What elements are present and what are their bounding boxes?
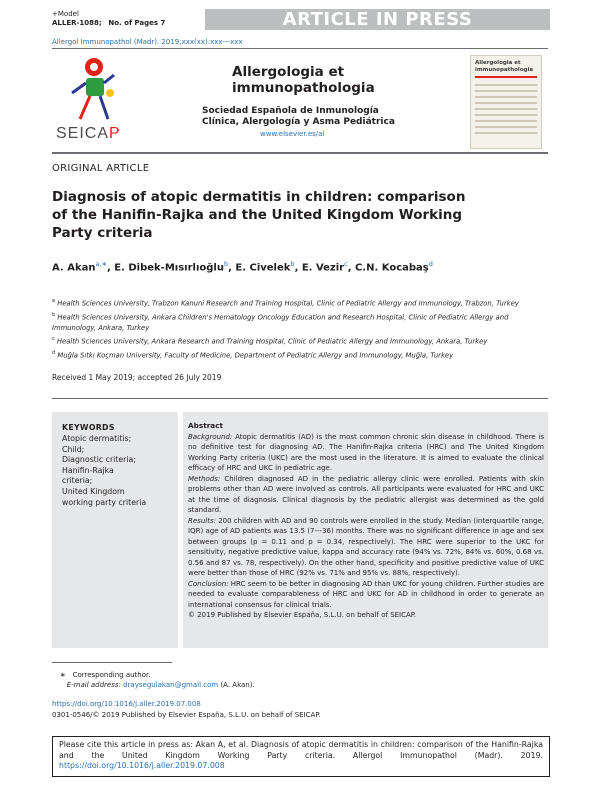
cite-doi-link[interactable]: https://doi.org/10.1016/j.aller.2019.07.008 [59,761,225,770]
article-code: ALLER-1088; [52,19,102,27]
email-link[interactable]: draysegulakan@gmail.com [123,681,219,689]
keyword: Diagnostic criteria; [62,455,136,465]
abstract-heading: Abstract [188,421,224,430]
dates-rule [52,398,548,399]
keyword: United Kingdom [62,486,125,496]
article-type: ORIGINAL ARTICLE [52,163,150,174]
header-meta [52,10,165,28]
seicap-figure-icon [52,55,127,125]
affiliation: $^b$ Health Sciences University, Ankara Children's Hematology Oncology Education and Research Hospital, Clinic of Pediatric Allergy and Immunology, Ankara, Turkey [52,311,509,332]
keyword: Child; [62,444,85,454]
journal-cover-thumbnail [470,55,542,149]
author: A. Akan [52,262,96,274]
keyword: Atopic dermatitis; [62,434,132,443]
page-count: No. of Pages 7 [108,19,166,27]
model-code: +Model [52,10,79,18]
affiliation: $^c$ Health Sciences University, Ankara Research and Training Hospital, Clinic of Pediatric Allergy and Immunology, Ankara, Turkey [52,336,488,346]
affiliations [52,296,547,362]
keyword: Hanifin-Rajka [62,465,114,475]
doi-link[interactable]: https://doi.org/10.1016/j.aller.2019.07.008 [52,700,201,708]
masthead-rule [52,152,548,154]
keywords-heading: KEYWORDS [62,423,115,432]
author-list: A. Akan$^{a,∗}$, E. Dibek-Mısırlıoğlu$^b$, E. Civelek$^b$, E. Vezir$^c$, C.N. Kocabaş$^d$ [52,260,433,274]
issn-copyright: 0301-0546/© 2019 Published by Elsevier España, S.L.U. on behalf of SEICAP. [52,711,321,719]
journal-society: Sociedad Española de Inmunología Clínica, Alergología y Asma Pediátrica [202,106,395,127]
journal-title: Allergologia et immunopathologia [232,64,375,96]
keyword: criteria; [62,476,93,486]
cite-text: Please cite this article in press as: Akan A, et al. Diagnosis of atopic dermatitis in children: comparison of the Hanifin-Rajka and the United Kingdom Working Party criteria. Allergol Immunopathol (Madr). 2019. https://doi.org/10.1016/j.aller.2019.07.008 [59,740,543,770]
journal-citation-link[interactable]: Allergol Immunopathol (Madr). 2019;xxx(xx):xxx---xxx [52,38,243,46]
author: E. Dibek-Mısırlıoğlu [114,262,224,274]
header-rule [52,48,548,49]
cover-title: Allergologia et immunopathologia [475,60,534,73]
author: C.N. Kocabaş [354,262,429,274]
keywords-list [62,434,172,508]
affiliation: $^a$ Health Sciences University, Trabzon Kanuni Research and Training Hospital, Clinic of Pediatric Allergy and Immunology, Trabzon, Turkey [52,298,519,308]
corresponding-author: ∗ Corresponding author. E-mail address: draysegulakan@gmail.com (A. Akan). [60,671,255,689]
abstract-conclusion: Conclusion: HRC seem to be better in diagnosing AD than UKC for young children. Further studies are needed to evaluate comparableness of HRC and UKC for AD in childhood in order to generate an international consensus for clinical trials. [188,579,545,609]
article-in-press-banner: ARTICLE IN PRESS [205,9,550,30]
abstract-background: Background: Atopic dermatitis (AD) is the most common chronic skin disease in childhood. There is no definitive test for diagnosing AD. The Hanifin-Rajka criteria (HRC) and The United Kingdom Working Party criteria (UKC) are the most used in the literature. It is aimed to evaluate the clinical efficacy of HRC and UKC in pediatric age. [188,432,544,472]
abstract-results: Results: 200 children with AD and 90 controls were enrolled in the study. Median (interquartile range, IQR) age of AD patients was 13.5 (7---36) months. There was no significant difference in age and sex between groups (p = 0.11 and p = 0.34, respectively). The HRC were superior to the UKC for sensitivity, negative predictive value, kappa and accuracy rate (94% vs. 72%, 84% vs. 60%, 0.68 vs. 0.56 and 87 vs. 78, respectively). On the other hand, specificity and positive predictive value of UKC were better than those of HRC (92% vs. 71% and 95% vs. 88%, respectively). [188,516,544,577]
received-accepted-dates: Received 1 May 2019; accepted 26 July 2019 [52,373,222,382]
article-title: Diagnosis of atopic dermatitis in children: comparison of the Hanifin-Rajka and the United Kingdom Working Party criteria [52,189,466,241]
journal-url-link[interactable]: www.elsevier.es/ai [260,130,325,138]
footnote-rule [52,662,172,663]
seicap-wordmark: SEICAP [56,125,121,142]
author: E. Vezir [301,262,345,274]
keyword: working party criteria [62,497,147,507]
abstract-methods: Methods: Children diagnosed AD in the pediatric allergy clinic were enrolled. Patients with skin problems other than AD were involved as controls. All participants were evaluated for HRC and UKC at the time of diagnosis. Clinical diagnosis by the pediatric allergist was determined as the gold standard. [188,474,544,514]
author: E. Civelek [235,262,291,274]
affiliation: $^d$ Muğla Sıtkı Koçman University, Faculty of Medicine, Department of Pediatric Allergy and Immunology, Muğla, Turkey [52,350,454,360]
abstract-copyright: © 2019 Published by Elsevier España, S.L.U. on behalf of SEICAP. [188,611,417,619]
abstract-text [188,421,544,621]
